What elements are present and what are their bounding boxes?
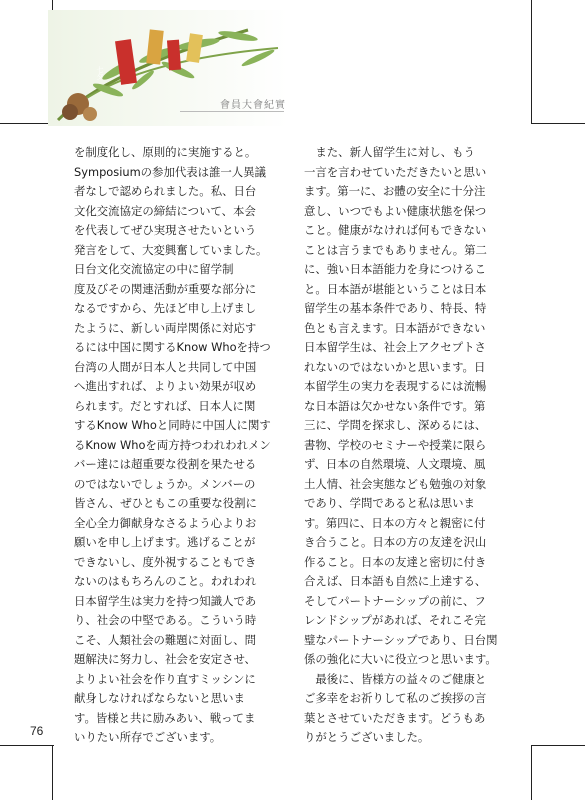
tanzaku-tag: 七夕 bbox=[96, 66, 104, 80]
crop-mark-upper-right-horizontal bbox=[531, 123, 585, 124]
section-title: 會員大會紀實 bbox=[220, 100, 286, 111]
article-column-left bbox=[74, 143, 286, 748]
article-body-left: を制度化し、原則的に実施すると。 Symposiumの参加代表は誰一人異議 者なしで認められました。私、日台 文化交流協定の締結について、本会 を代表してぜひ実現させたいという 発言をして、大変興奮していました。 日台文化交流協定の中に留学制 度及びその関連活動が重要な部分に なるですから、先ほど申し上げまし たように、新しい両岸関係に対応す るには中国に関するKnow Whoを持つ 台湾の人間が日本人と共同して中国 へ進出すれば、よりよい効果が収め られます。だとすれば、日本人に関 するKnow Whoと同時に中国人に関す るKnow Whoを両方持つわれわれメン バー達には超重要な役割を果たせる のではないでしょうか。メンバーの 皆さん、ぜひともこの重要な役割に 全心全力御献身なさるよう心よりお 願いを申し上げます。逃げることが できないし、度外視することもでき ないのはもちろんのこと。われわれ 日本留学生は実力を持つ知識人であ り、社会の中堅である。こういう時 こそ、人類社会の難題に対面し、問 題解決に努力し、社会を安定させ、 よりよい社会を作り直すミッシンに 献身しなければならないと思いま す。皆様と共に励みあい、戦ってま いりたい所存でございます。 bbox=[74, 145, 271, 744]
crop-mark-bottom-left-vertical bbox=[52, 745, 53, 800]
crop-mark-upper-left-horizontal bbox=[0, 123, 54, 124]
header-rule bbox=[180, 111, 284, 112]
crop-mark-lower-left-horizontal bbox=[0, 745, 54, 746]
crop-mark-bottom-right-vertical bbox=[531, 745, 532, 800]
page-number: 76 bbox=[30, 724, 44, 738]
article-column-right bbox=[304, 143, 516, 748]
crop-mark-top-right-vertical bbox=[531, 0, 532, 124]
article-body-right: また、新人留学生に対し、もう 一言を言わせていただきたいと思い ます。第一に、お體の安全に十分注 意し、いつでもよい健康状態を保つ こと。健康がなければ何もできない ことは言うまでもありません。第二 に、強い日本語能力を身につけるこ と。日本語が堪能ということは日本 留学生の基本条件であり、特長、特 色とも言えます。日本語ができない 日本留学生は、社会上アクセプトさ れないのではないかと思います。日 本留学生の実力を表現するには流暢 な日本語は欠かせない条件です。第 三に、学問を探求し、深めるには、 書物、学校のセミナーや授業に限ら ず、日本の自然環境、人文環境、風 土人情、社会実態なども勉強の対象 であり、学問であると私は思いま す。第四に、日本の方々と親密に付 き合うこと。日本の方の友達を沢山 作ること。日本の友達と密切に付き 合えば、日本語も自然に上達する、 そしてパートナーシップの前に、フ レンドシップがあれば、それこそ完 璧なパートナーシップであり、日台関 係の強化に大いに役立つと思います。 最後に、皆様方の益々のご健康と ご多幸をお祈りして私のご挨拶の言 葉とさせていただきます。どうもあ りがとうございました。 bbox=[304, 145, 498, 744]
crop-mark-lower-right-horizontal bbox=[531, 745, 585, 746]
